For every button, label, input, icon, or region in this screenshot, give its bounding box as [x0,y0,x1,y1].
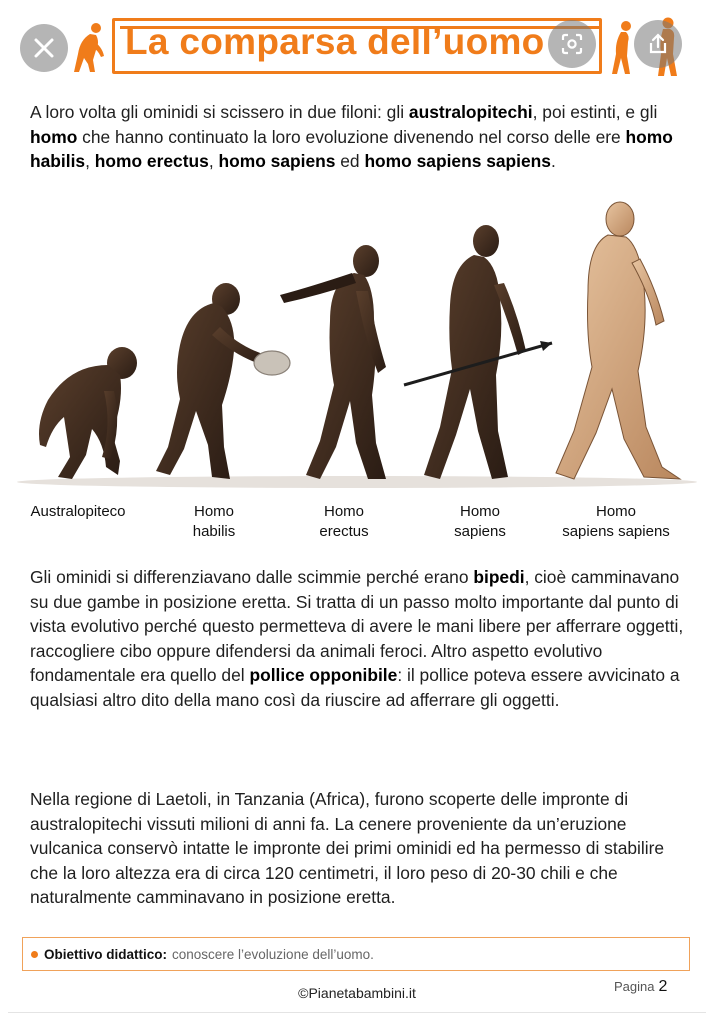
lens-button[interactable] [548,20,596,68]
australopithecus-figure [39,347,137,479]
objective-label: Obiettivo didattico: [44,946,167,962]
label-homo-sapiens-sapiens: Homo sapiens sapiens [562,503,670,540]
share-button[interactable] [634,20,682,68]
figure-labels [0,502,714,544]
label-homo-habilis: Homo habilis [192,503,236,540]
intro-paragraph: A loro volta gli ominidi si scissero in due filoni: gli australopitechi, poi estinti, e gli homo che hanno continuato la loro evoluzione divenendo nel corso delle ere homo habilis, homo erectus, homo sapiens ed homo sapiens sapiens. [30,102,673,172]
homo-erectus-figure [280,245,386,479]
homo-sapiens-figure [404,225,552,479]
human-evolution-illustration [0,195,714,495]
evolution-silhouette-left-icon [66,20,110,76]
objective-box [22,937,690,971]
page-divider [8,1012,706,1013]
page-number: Pagina 2 [614,978,668,995]
bullet-icon [31,951,38,958]
share-icon [646,32,670,56]
close-icon [33,37,55,59]
lens-icon [560,32,584,56]
close-button[interactable] [20,24,68,72]
site-credit: ©Pianetabambini.it [298,985,416,1001]
laetoli-paragraph: Nella regione di Laetoli, in Tanzania (Africa), furono scoperte delle impronte di australopitechi vissuti milioni di anni fa. La cenere proveniente da un’eruzione vulcanica conservò intatte le impronte dei primi ominidi ed ha permesso di stabilire che la loro altezza era di circa 120 centimetri, il loro peso di 20-30 chili e che naturalmente camminavano in posizione eretta. [30,789,665,908]
label-homo-sapiens: Homo sapiens [454,503,506,540]
page-title: La comparsa dell’uomo [125,21,545,62]
label-homo-erectus: Homo erectus [319,503,369,540]
label-australopiteco: Australopiteco [30,503,126,520]
stone-tool-icon [254,351,290,375]
header [0,8,714,78]
title-box [112,18,602,74]
objective-text: conoscere l’evoluzione dell’uomo. [172,946,374,962]
homo-habilis-figure [156,283,266,479]
homo-sapiens-sapiens-figure [556,202,680,479]
bipedalism-paragraph: Gli ominidi si differenziavano dalle scimmie perché erano bipedi, cioè camminavano su due gambe in posizione eretta. Si tratta di un passo molto importante dal punto di vista evolutivo perché questo permetteva di avere le mani libere per afferrare oggetti, raccogliere cibo oppure difendersi da animali feroci. Altro aspetto evolutivo fondamentale era quello del pollice opponibile: il pollice poteva essere avvicinato a qualsiasi altro dito della mano così da riuscire ad afferrare gli oggetti. [30,567,684,710]
